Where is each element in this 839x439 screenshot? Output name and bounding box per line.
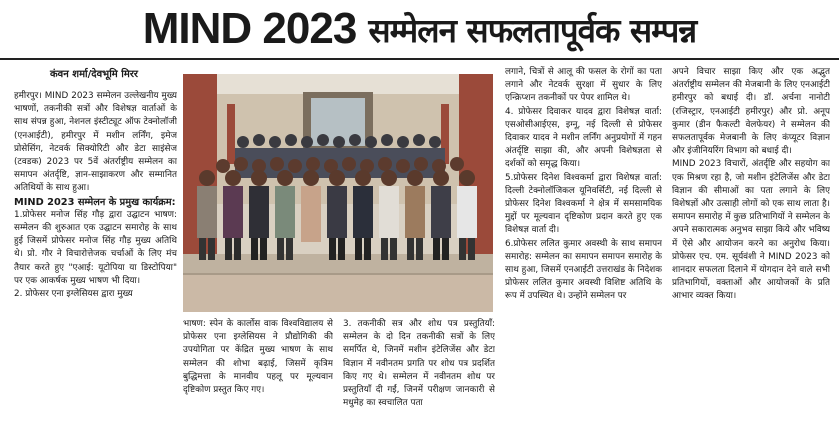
technical-sessions-text: 3. तकनीकी सत्र और शोध पत्र प्रस्तुतियाँ: सम्मेलन के दो दिन तकनीकी सत्रों के लिए समर्पित थे, जिनमें मशीन इंटेलिजेंस और डेटा विज्ञान में नवीनतम प्रगति पर शोध पत्र प्रदर्शित किए गए थे। सम्मेलन में नवीनतम शोध पर प्रस्तुतियाँ दी गईं, जिनमें परीक्षण जानकारी से मधुमेह का स्वचालित पता	[343, 319, 495, 409]
article-column-2	[183, 318, 333, 439]
article-column-3	[343, 318, 495, 439]
intro-paragraph: हमीरपुर। MIND 2023 सम्मेलन उल्लेखनीय मुख्य भाषणों, तकनीकी सत्रों और विशेषज्ञ वार्ताओं के साथ संपन्न हुआ, नेशनल इंस्टीट्यूट ऑफ टेक्नोलॉजी (एनआईटी), हमीरपुर में मशीन लर्निंग, इमेज प्रोसेसिंग, नेटवर्क सिक्योरिटी और डेटा साइंसेज (टवडक) 2023 पर 5वें अंतर्राष्ट्रीय सम्मेलन का समापन अंतर्दृष्टि, ज्ञान-साझाकरण और सम्मानित अतिथियों के साथ हुआ।	[14, 91, 177, 194]
headline	[0, 0, 839, 58]
headline-rule	[0, 58, 839, 60]
group-photo-image	[183, 74, 493, 312]
headline-hindi: सम्मेलन सफलतापूर्वक सम्पन्न	[368, 10, 697, 50]
closing-ceremony-continued: अपने विचार साझा किए और एक अद्भुत अंतर्राष्ट्रीय सम्मेलन की मेजबानी के लिए एनआईटी हमीरपुर को बधाई दी। डॉ. अर्चना नानोटी (रजिस्ट्रार, एनआईटी हमीरपुर) और प्रो. अनूप कुमार (डीन फैकल्टी वेलफेयर) ने सम्मेलन की सफलतापूर्वक मेजबानी के लिए कंप्यूटर विज्ञान और इंजीनियरिंग विभाग को बधाई दी।	[672, 67, 830, 157]
conclusion-paragraph: MIND 2023 विचारों, अंतर्दृष्टि और सहयोग का एक मिश्रण रहा है, जो मशीन इंटेलिजेंस और डेटा विज्ञान की सीमाओं का पता लगाने के लिए विशेषज्ञों और उत्साही लोगों को एक साथ लाता है। समापन समारोह में कुछ प्रतिभागियों ने सम्मेलन के अपने सकारात्मक अनुभव साझा किये और भविष्य में ऐसे और आयोजन करने का अनुरोध किया। प्रोफेसर एच. एम. सूर्यवंशी ने MIND 2023 को शानदार सफलता दिलाने में योगदान देने वाले सभी प्रतिभागियों, वक्ताओं और आयोजकों के प्रति आभार व्यक्त किया।	[672, 159, 830, 302]
expert-talk-yadav: 4. प्रोफेसर दिवाकर यादव द्वारा विशेषज्ञ वार्ता: एसओसीआईएस, इग्नू, नई दिल्ली से प्रोफेसर दिवाकर यादव ने मशीन लर्निंग अनुप्रयोगों में गहन अंतर्दृष्टि साझा की, और अपनी विशेषज्ञता से दर्शकों को समृद्ध किया।	[505, 106, 662, 170]
program-subheading: MIND 2023 सम्मेलन के प्रमुख कार्यक्रम:	[14, 196, 176, 208]
headline-latin: MIND 2023	[142, 4, 357, 53]
program-item-2-start: 2. प्रोफेसर एना इग्लेसियस द्वारा मुख्य	[14, 289, 133, 300]
group-photo	[183, 74, 493, 312]
article-column-4	[505, 66, 662, 439]
byline: कंवन शर्मा/देवभूमि मिरर	[50, 69, 138, 80]
article-column-5	[672, 66, 830, 439]
papers-continued: लगाने, चित्रों से आलू की फसल के रोगों का पता लगाने और नेटवर्क सुरक्षा में सुधार के लिए एन्क्रिप्शन तकनीकों पर पेपर शामिल थे।	[505, 67, 662, 104]
article-column-1	[14, 90, 177, 439]
keynote-iglesias-text: भाषण: स्पेन के कार्लोस वाक विश्वविद्यालय से प्रोफेसर एना इग्लेसियस ने प्रौद्योगिकी की उपयोगिता पर केंद्रित मुख्य भाषण के साथ सम्मेलन की शोभा बढ़ाई, जिसमें कृत्रिम बुद्धिमत्ता के मानवीय पहलू पर मूल्यवान दृष्टिकोण प्रस्तुत किए गए।	[183, 319, 333, 396]
program-item-1: 1.प्रोफेसर मनोज सिंह गौड़ द्वारा उद्घाटन भाषण: सम्मेलन की शुरुआत एक उद्घाटन समारोह के साथ हुई जिसमें प्रोफेसर मनोज सिंह गौड़ मुख्य अतिथि थे। प्रो. गौर ने विचारोत्तेजक चर्चाओं के लिए मंच तैयार करते हुए "एआई: यूटोपिया या डिस्टोपिया" पर एक आकर्षक मुख्य भाषण भी दिया।	[14, 209, 177, 286]
closing-ceremony: 6.प्रोफेसर ललित कुमार अवस्थी के साथ समापन समारोह: सम्मेलन का समापन समापन समारोह के साथ हुआ, जिसमें एनआईटी उत्तराखंड के निदेशक प्रोफेसर ललित कुमार अवस्थी विशिष्ट अतिथि के रूप में उपस्थित थे। उन्होंने सम्मेलन पर	[505, 238, 662, 302]
expert-talk-vishwakarma: 5.प्रोफेसर दिनेश विश्वकर्मा द्वारा विशेषज्ञ वार्ता: दिल्ली टेक्नोलॉजिकल यूनिवर्सिटी, नई दिल्ली से प्रोफेसर दिनेश विश्वकर्मा ने क्षेत्र में समसामयिक मुद्दों पर मूल्यवान दृष्टिकोण प्रदान करते हुए एक विशेषज्ञ वार्ता दी।	[505, 172, 662, 236]
